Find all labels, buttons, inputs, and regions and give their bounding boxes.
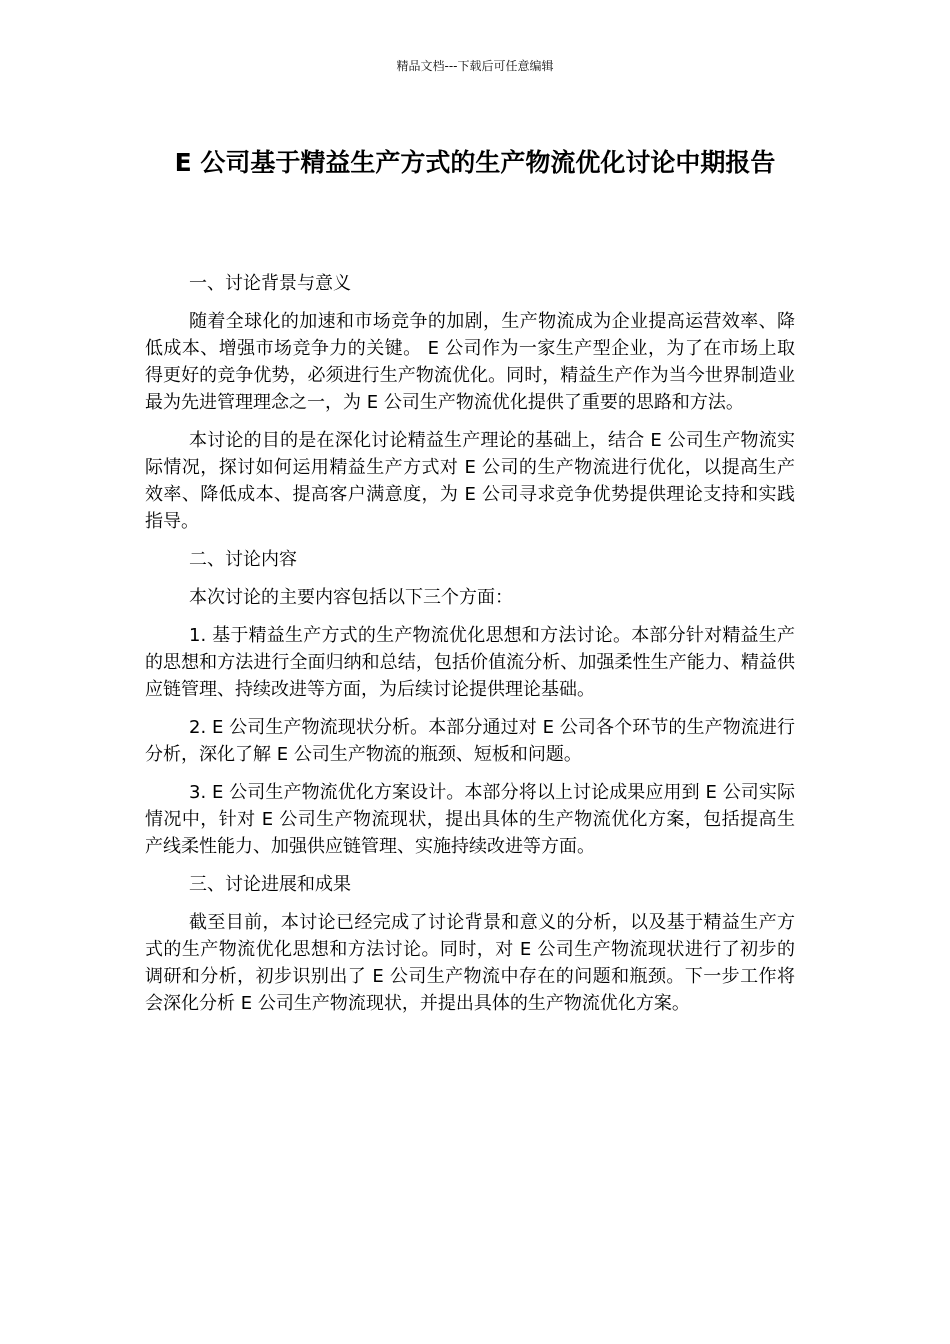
paragraph-content-item-3: 3. E 公司生产物流优化方案设计。本部分将以上讨论成果应用到 E 公司实际情况中，针对 E 公司生产物流现状，提出具体的生产物流优化方案，包括提高生产线柔性能力、加强供应链管理、实施持续改进等方面。 [145,782,795,857]
section-heading-content: 二、讨论内容 [189,549,297,570]
paragraph-background-2: 本讨论的目的是在深化讨论精益生产理论的基础上，结合 E 公司生产物流实际情况，探讨如何运用精益生产方式对 E 公司的生产物流进行优化，以提高生产效率、降低成本、提高客户满意度，为 E 公司寻求竞争优势提供理论支持和实践指导。 [145,430,795,532]
section-heading-progress: 三、讨论进展和成果 [189,874,351,895]
paragraph-content-item-2: 2. E 公司生产物流现状分析。本部分通过对 E 公司各个环节的生产物流进行分析，深化了解 E 公司生产物流的瓶颈、短板和问题。 [145,717,795,765]
paragraph-progress-1: 截至目前，本讨论已经完成了讨论背景和意义的分析，以及基于精益生产方式的生产物流优化思想和方法讨论。同时，对 E 公司生产物流现状进行了初步的调研和分析，初步识别出了 E 公司生产物流中存在的问题和瓶颈。下一步工作将会深化分析 E 公司生产物流现状，并提出具体的生产物流优化方案。 [145,912,795,1014]
paragraph-content-intro: 本次讨论的主要内容包括以下三个方面： [189,587,513,608]
paragraph-content-item-1: 1. 基于精益生产方式的生产物流优化思想和方法讨论。本部分针对精益生产的思想和方法进行全面归纳和总结，包括价值流分析、加强柔性生产能力、精益供应链管理、持续改进等方面，为后续讨论提供理论基础。 [145,625,795,700]
header-watermark-note: 精品文档---下载后可任意编辑 [396,59,554,73]
section-heading-background: 一、讨论背景与意义 [189,273,351,294]
document-body [145,270,795,1028]
document-title: E 公司基于精益生产方式的生产物流优化讨论中期报告 [174,148,776,177]
paragraph-background-1: 随着全球化的加速和市场竞争的加剧，生产物流成为企业提高运营效率、降低成本、增强市场竞争力的关键。 E 公司作为一家生产型企业，为了在市场上取得更好的竞争优势，必须进行生产物流优化。同时，精益生产作为当今世界制造业最为先进管理理念之一，为 E 公司生产物流优化提供了重要的思路和方法。 [145,311,795,413]
